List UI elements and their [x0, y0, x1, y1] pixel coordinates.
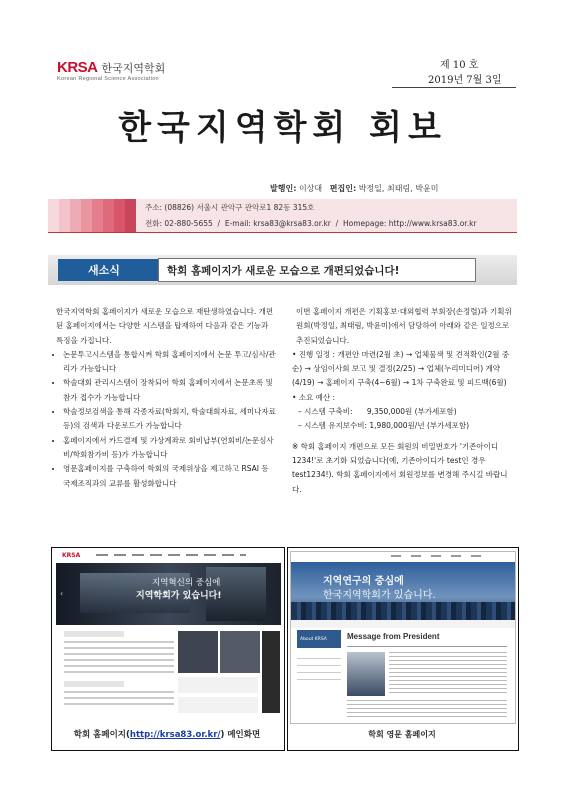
band-square: [70, 199, 81, 232]
homepage-link[interactable]: http://krsa83.or.kr/: [129, 730, 221, 740]
band-square: [48, 199, 59, 232]
mini-section-title: Message from President: [347, 632, 440, 641]
budget-item: – 시스템 유지보수비: 1,980,000원/년 (부가세포함): [298, 421, 470, 431]
mini-side-banner: [262, 631, 280, 713]
divider: [347, 646, 507, 647]
budget-item: – 시스템 구축비: 9,350,000원 (부가세포함): [298, 407, 457, 417]
chevron-left-icon[interactable]: ‹: [60, 589, 64, 598]
mini-banner-line1: 지역혁신의 중심에: [152, 578, 221, 588]
mini-nav: KRSA: [56, 549, 281, 564]
band-square: [114, 199, 125, 232]
logo-mark: KRSA: [57, 59, 98, 76]
band-square: [59, 199, 70, 232]
budget-title: • 소요 예산 :: [292, 392, 336, 402]
mini-icon-row: [178, 677, 258, 693]
schedule: • 진행 일정 : 개편안 마련(2월 초) → 업체물색 및 견적확인(2월 중순) → 상임이사회 보고 및 결정(2/25) → 업체(누리미디어) 계약(4/19) → 홈페이지 구축(4~6월) → 1차 구축완료 및 피드백(6월): [292, 349, 510, 388]
mini-tile: [178, 631, 218, 673]
right-intro: 이번 홈페이지 개편은 기획홍보·대외협력 부회장(손정렬)과 기획위원회(박정일, 최태림, 박윤미)에서 담당하여 아래와 같은 일정으로 추진되었습니다.: [296, 307, 512, 345]
mini-text-block: [347, 700, 507, 720]
publisher-name: 이상대: [298, 184, 323, 193]
mini-side-title: About KRSA: [297, 630, 341, 648]
mini-side-menu: [297, 652, 341, 712]
feature-item: • 학술대회 관리시스템이 장착되어 학회 홈페이지에서 논문초록 및 참가 접수가 가능합니다: [63, 376, 277, 405]
newsletter-title: 한국지역학회 회보: [118, 108, 447, 148]
phone: 전화: 02-880-5655: [145, 219, 213, 228]
contact-line: 전화: 02-880-5655 / E-mail: krsa83@krsa83.or.kr / Homepage: http://www.krsa83.or.kr: [145, 219, 477, 228]
left-caption: 학회 홈페이지(http://krsa83.or.kr/) 메인화면: [73, 730, 261, 740]
news-tag: 새소식: [58, 259, 162, 281]
divider: [48, 232, 517, 233]
homepage-screenshot: [56, 549, 281, 724]
president-photo: [347, 652, 385, 696]
left-intro: 한국지역학회 홈페이지가 새로운 모습으로 재탄생하였습니다. 개편된 홈페이지에서는 다양한 시스템을 탑재하여 다음과 같은 기능과 특징을 가집니다.: [56, 307, 274, 345]
mini-banner-line1: 지역연구의 중심에: [323, 576, 404, 587]
news-headline: 학회 홈페이지가 새로운 모습으로 개편되었습니다!: [158, 258, 476, 282]
address: 주소: (08826) 서울시 관악구 관악로1 82동 315호: [145, 203, 315, 212]
mini-notice-list: [64, 631, 174, 719]
mini-banner: [291, 562, 515, 620]
society-logo: [57, 59, 165, 76]
band-square: [125, 199, 136, 232]
issue-number: 제 10 호: [440, 60, 479, 71]
mini-breadcrumb: [291, 620, 515, 628]
email[interactable]: E-mail: krsa83@krsa83.or.kr: [224, 219, 331, 228]
publisher-label: 발행인: [270, 184, 294, 193]
editor-label: 편집인: [329, 184, 353, 193]
mini-banner: [56, 563, 281, 625]
left-column: [52, 305, 277, 491]
mini-icon-row: [178, 697, 258, 713]
band-square: [92, 199, 103, 232]
staff-line: 발행인: 이상대 편집인: 박정일, 최태림, 박윤미: [270, 184, 439, 193]
mini-banner-line2: 지역학회가 있습니다!: [136, 591, 222, 601]
right-caption: 학회 영문 홈페이지: [368, 730, 436, 739]
divider: [392, 87, 516, 88]
feature-list: [52, 348, 277, 491]
band-square: [81, 199, 92, 232]
english-homepage-screenshot: [290, 551, 516, 724]
homepage[interactable]: Homepage: http://www.krsa83.or.kr: [342, 219, 477, 228]
right-column: [292, 305, 514, 497]
band-square: [103, 199, 114, 232]
editor-names: 박정일, 최태림, 박윤미: [358, 184, 439, 193]
issue-date: 2019년 7월 3일: [428, 75, 502, 86]
logo-korean-name: 한국지역학회: [101, 61, 166, 75]
mini-text-block: [389, 652, 507, 696]
password-note: ※ 학회 홈페이지 개편으로 모든 회원의 비밀번호가 '기존아이디1234!'로 초기화 되었습니다(예, 기존아이디가 test인 경우 test1234!). 학회 홈페이지에서 회원정보를 변경해 주시길 바랍니다.: [292, 441, 508, 494]
feature-item: • 홈페이지에서 카드결제 및 가상계좌로 회비납부(연회비/논문심사비/학회참가비 등)가 가능합니다: [63, 434, 277, 463]
mini-tile: [220, 631, 260, 673]
mini-banner-line2: 한국지역학회가 있습니다.: [323, 590, 436, 601]
logo-english-name: Korean Regional Science Association: [57, 76, 159, 82]
feature-item: • 학술정보검색을 통해 각종자료(학회지, 학술대회자료, 세미나자료 등)의 검색과 다운로드가 가능합니다: [63, 405, 277, 434]
feature-item: • 영문홈페이지를 구축하여 학회의 국제위상을 제고하고 RSAI 등 국제조직과의 교류를 활성화합니다: [63, 462, 277, 491]
feature-item: • 논문투고시스템을 통합시켜 학회 홈페이지에서 논문 투고/심사/관리가 가능합니다: [63, 348, 277, 377]
